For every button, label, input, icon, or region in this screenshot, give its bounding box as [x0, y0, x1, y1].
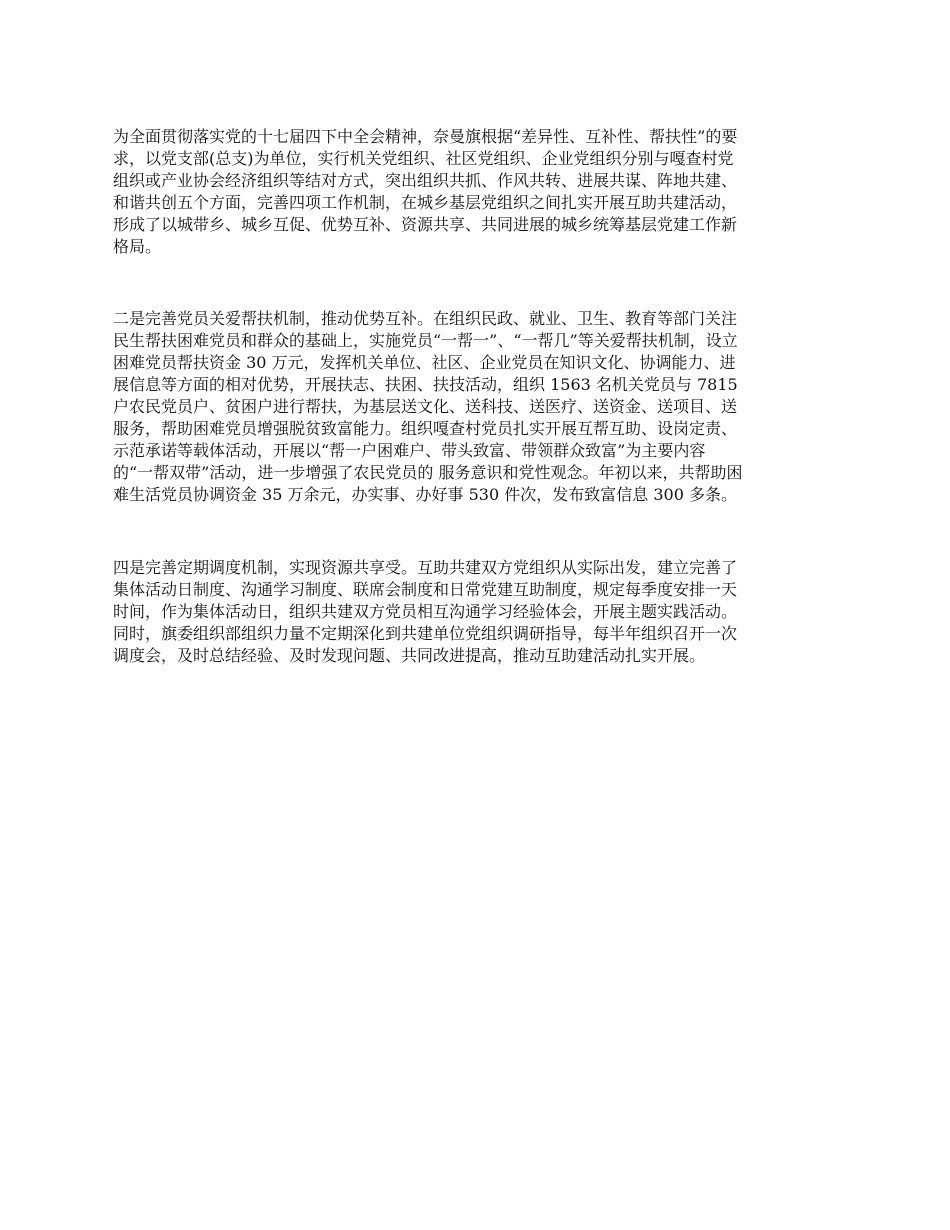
- paragraph-intro: 为全面贯彻落实党的十七届四下中全会精神，奈曼旗根据“差异性、互补性、帮扶性”的要 求，以党支部(总支)为单位，实行机关党组织、社区党组织、企业党组织分别与嘎查村党 组织或产业协会经济组织等结对方式，突出组织共抓、作风共转、进展共谋、阵地共建、 和谐共创五个方面，完善四项工作机制，在城乡基层党组织之间扎实开展互助共建活动， 形成了以城带乡、城乡互促、优势互补、资源共享、共同进展的城乡统筹基层党建工作新 格局。: [113, 127, 738, 256]
- paragraph-scheduling-mechanism: 四是完善定期调度机制，实现资源共享受。互助共建双方党组织从实际出发，建立完善了 集体活动日制度、沟通学习制度、联席会制度和日常党建互助制度，规定每季度安排一天 时间，作为集体活动日，组织共建双方党员相互沟通学习经验体会，开展主题实践活动。 同时，旗委组织部组织力量不定期深化到共建单位党组织调研指导，每半年组织召开一次 调度会，及时总结经验、及时发现问题、共同改进提高，推动互助建活动扎实开展。: [113, 558, 738, 665]
- paragraph-care-mechanism: 二是完善党员关爱帮扶机制，推动优势互补。在组织民政、就业、卫生、教育等部门关注 民生帮扶困难党员和群众的基础上，实施党员“一帮一”、“一帮几”等关爱帮扶机制，设立 困难党员帮扶资金 30 万元，发挥机关单位、社区、企业党员在知识文化、协调能力、进 展信息等方面的相对优势，开展扶志、扶困、扶技活动，组织 1563 名机关党员与 7815 户农民党员户、贫困户进行帮扶，为基层送文化、送科技、送医疗、送资金、送项目、送 服务，帮助困难党员增强脱贫致富能力。组织嘎查村党员扎实开展互帮互助、设岗定责、 示范承诺等载体活动，开展以“帮一户困难户、带头致富、带领群众致富”为主要内容 的“一帮双带”活动，进一步增强了农民党员的 服务意识和党性观念。年初以来，共帮助困 难生活党员协调资金 35 万余元，办实事、办好事 530 件次，发布致富信息 300 多条。: [113, 309, 743, 504]
